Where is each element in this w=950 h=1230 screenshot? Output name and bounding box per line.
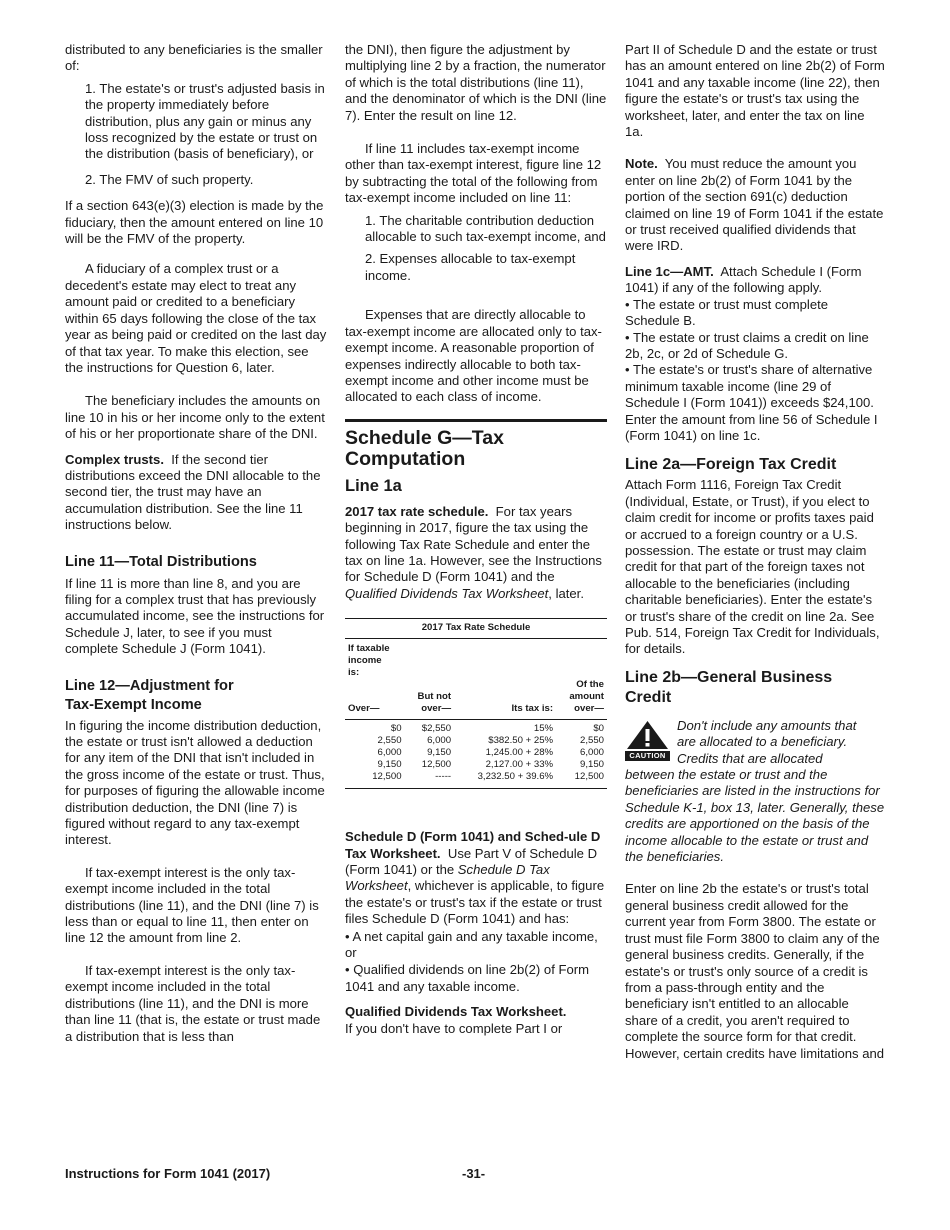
list-item: 2. The FMV of such property. [85, 171, 254, 187]
run-in-heading: Schedule D (Form 1041) and Sched-ule D Tax Worksheet. [345, 829, 601, 861]
paragraph: In figuring the income distribution deduction, the estate or trust isn't allowed a deduction for any item of the DNI that isn't included in the gross income of the estate or trust. Thus, for purposes of figuring the allowable income distribution deduction, the DNI (line 7) is figured without regard to any tax-exempt interest. [65, 717, 325, 848]
table-title: 2017 Tax Rate Schedule [345, 619, 607, 639]
table-cell: ----- [435, 771, 452, 783]
warning-triangle-icon [625, 720, 670, 750]
table-cell: 6,000 [427, 735, 452, 747]
bullet-item: • The estate or trust claims a credit on line 2b, 2c, or 2d of Schedule G. [625, 329, 869, 361]
heading-line-12-part2: Tax-Exempt Income [65, 696, 202, 713]
header-text: amount [569, 691, 604, 703]
list-item: 2. Expenses allocable to tax-exempt income. [365, 251, 576, 283]
bullet-item: • A net capital gain and any taxable income, or [345, 928, 598, 960]
rate-schedule-paragraph [345, 504, 607, 602]
paragraph: Enter the amount from line 56 of Schedule I (Form 1041) on line 1c. [625, 411, 878, 443]
table-row [345, 735, 607, 747]
table-cell: $382.50 + 25% [488, 735, 554, 747]
complex-trusts-paragraph [65, 452, 327, 534]
footer-form-title: Instructions for Form 1041 (2017) [65, 1166, 271, 1181]
heading-line-2b-part2: Credit [625, 688, 672, 706]
column-3 [625, 42, 885, 1062]
table-row [345, 771, 607, 788]
empty-header [405, 639, 455, 679]
column-2 [345, 42, 607, 1037]
header-text: If taxable [348, 643, 390, 655]
column-1 [65, 42, 327, 1045]
run-in-heading: Complex trusts. [65, 451, 164, 467]
table [345, 639, 607, 788]
table-header-row [345, 639, 607, 679]
paragraph-text: , later. [548, 585, 584, 601]
heading-schedule-g [345, 428, 607, 470]
table-cell: 9,150 [579, 759, 604, 771]
paragraph: If tax-exempt interest is the only tax-exempt income included in the total distributions (line 11), and the DNI is more than line 11 (that is, the estate or trust made a distribution that is less than [65, 962, 321, 1044]
table-cell: $0 [390, 723, 402, 735]
paragraph-text: If the second tier distributions exceed the DNI allocable to the second tier, the trust may have an accumulation distribution. See the line 11 instructions below. [65, 451, 321, 533]
section-rule [345, 419, 607, 470]
worksheet-title: Schedule D Tax Worksheet [345, 861, 550, 894]
table-cell: 3,232.50 + 39.6% [477, 771, 554, 783]
run-in-heading: Qualified Dividends Tax Worksheet. [345, 1004, 567, 1020]
table-cell: 12,500 [421, 759, 452, 771]
heading-schedule-g-part2: Computation [345, 447, 466, 470]
paragraph: If a section 643(e)(3) election is made by the fiduciary, then the amount entered on line 10 will be the FMV of the property. [65, 198, 324, 247]
caution-note [625, 718, 885, 866]
header-text: over— [421, 703, 452, 715]
run-in-heading: 2017 tax rate schedule. [345, 503, 489, 519]
table-cell: 9,150 [377, 759, 402, 771]
empty-header [556, 639, 607, 679]
table-cell: 15% [533, 723, 554, 735]
paragraph: A fiduciary of a complex trust or a decedent's estate may elect to treat any amount paid or credited to a beneficiary within 65 days following the close of the tax year as being paid or credited on the last day of that tax year. To make this election, see the instructions for Question 6, later. [65, 261, 327, 375]
table-cell: 2,127.00 + 33% [485, 759, 554, 771]
paragraph: If tax-exempt interest is the only tax-exempt income included in the total distributions (line 11), and the DNI (line 7) is less than or equal to line 11, then enter on line 12 the amount from line 2. [65, 864, 319, 946]
table-cell: 2,550 [579, 735, 604, 747]
run-in-heading: Line 1c—AMT. [625, 263, 714, 279]
table-cell: 9,150 [427, 747, 452, 759]
heading-line-2a: Line 2a—Foreign Tax Credit [625, 456, 837, 474]
paragraph: Part II of Schedule D and the estate or trust has an amount entered on line 2b(2) of Form 1041 and any taxable income (line 22), then figure the estate's or trust's tax using the worksheet, later, and enter the tax on line 1a. [625, 42, 885, 140]
caution-line: are allocated to a beneficiary. [677, 734, 848, 750]
header-text: over— [574, 703, 604, 715]
table-cell: 2,550 [377, 735, 402, 747]
empty-header [454, 639, 556, 679]
paragraph: the DNI), then figure the adjustment by multiplying line 2 by a fraction, the numerator of which is the total distributions (line 11), and the denominator of which is the DNI (line 7). Enter the result on line 12. [345, 42, 607, 123]
paragraph: Attach Form 1116, Foreign Tax Credit (Individual, Estate, or Trust), if you elect to claim credit for income or profits taxes paid or accrued to a foreign country or a U.S. possession. The estate or trust may claim credit for that part of the foreign taxes not allocable to the beneficiaries (including charitable beneficiaries). Enter the estate's or trust's share of the credit on line 2a. See Pub. 514, Foreign Tax Credit for Individuals, for details. [625, 477, 880, 657]
header-text: income [348, 655, 382, 667]
schedule-d-paragraph [345, 829, 607, 927]
paragraph-text: If you don't have to complete Part I or [345, 1020, 563, 1036]
paragraph: distributed to any beneficiaries is the smaller of: [65, 42, 323, 74]
bullet-item: • The estate or trust must complete Schedule B. [625, 296, 829, 329]
paragraph-text: , whichever is applicable, to figure the estate's or trust's tax if the estate or trust files Schedule D (Form 1041) and has: [345, 878, 605, 927]
table-row [345, 747, 607, 759]
caution-label: CAUTION [625, 751, 670, 761]
table-cell: 6,000 [377, 747, 402, 759]
table-row [345, 720, 607, 736]
header-text: But not [417, 691, 452, 703]
table-cell: 12,500 [574, 771, 604, 783]
table-header-row [345, 679, 607, 720]
run-in-heading: Note. [625, 156, 658, 172]
qualified-dividends-paragraph [345, 1004, 607, 1037]
table-header [345, 639, 405, 679]
table-header: Its tax is: [454, 679, 556, 720]
header-text: is: [348, 667, 360, 679]
table-cell: 12,500 [372, 771, 402, 783]
heading-line-1a: Line 1a [345, 476, 402, 495]
table-cell: 6,000 [579, 747, 604, 759]
paragraph: If line 11 is more than line 8, and you are filing for a complex trust that has previously accumulated income, see the instructions for Schedule J, later, to see if you must complete Schedule J (Form 1041). [65, 575, 325, 657]
paragraph-text: Use Part V of Schedule D (Form 1041) or the [345, 845, 598, 877]
paragraph-text: Attach Schedule I (Form 1041) if any of the following apply. [625, 263, 862, 296]
caution-line: Don't include any amounts that [677, 717, 857, 733]
bullet-item: • Qualified dividends on line 2b(2) of Form 1041 and any taxable income. [345, 962, 590, 994]
caution-icon [625, 720, 670, 761]
bullet-item: • The estate's or trust's share of alternative minimum taxable income (line 29 of Schedule I (Form 1041)) exceeds $24,100. [625, 362, 874, 411]
table-header [405, 679, 455, 720]
paragraph: Enter on line 2b the estate's or trust's total general business credit allowed for the current year from Form 3800. The estate or trust must file Form 3800 to claim any of the general business credits. Generally, if the estate's or trust's only source of a credit is from a pass-through entity and the beneficiary isn't entitled to an allocable share of a credit, you aren't required to complete the source form for that credit. However, certain credits have limitations and [625, 881, 885, 1061]
heading-line-12 [65, 677, 327, 715]
table-header [556, 679, 607, 720]
caution-text: between the estate or trust and the beneficiaries are listed in the instructions for Schedule K-1, box 13, later. Generally, these credits are apportioned on the basis of the income allocable to the estate or trust and the beneficiaries. [625, 767, 885, 865]
table-header: Over— [345, 679, 405, 720]
heading-line-2b-part1: Line 2b—General Business [625, 668, 833, 686]
table-row [345, 759, 607, 771]
amt-paragraph [625, 264, 885, 297]
heading-line-11: Line 11—Total Distributions [65, 553, 257, 570]
caution-line: Credits that are allocated [677, 750, 823, 766]
table-cell: 1,245.00 + 28% [485, 747, 554, 759]
paragraph: If line 11 includes tax-exempt income other than tax-exempt interest, figure line 12 by subtracting the total of the following from tax-exempt income included on line 11: [345, 141, 602, 206]
list-item: 1. The estate's or trust's adjusted basis in the property immediately before distribution, plus any gain or minus any loss recognized by the estate or trust on the distribution (basis of beneficiary), or [85, 80, 325, 162]
tax-rate-schedule-table [345, 618, 607, 789]
note-paragraph [625, 156, 885, 254]
heading-line-12-part1: Line 12—Adjustment for [65, 677, 234, 694]
table-cell: $0 [593, 723, 604, 735]
paragraph: The beneficiary includes the amounts on line 10 in his or her income only to the extent of his or her proportionate share of the DNI. [65, 393, 325, 442]
heading-schedule-g-part1: Schedule G—Tax [345, 426, 504, 449]
table-cell: $2,550 [421, 723, 452, 735]
paragraph-text: You must reduce the amount you enter on line 2b(2) of Form 1041 by the portion of the section 691(c) deduction claimed on line 19 of Form 1041 if the estate or trust received qualified dividends that were IRD. [625, 156, 884, 254]
worksheet-title: Qualified Dividends Tax Worksheet [345, 585, 549, 601]
paragraph-text: For tax years beginning in 2017, figure the tax using the following Tax Rate Schedule and enter the tax on line 1a. However, see the Instructions for Schedule D (Form 1041) and the [345, 503, 602, 585]
header-text: Of the [576, 679, 604, 691]
heading-line-2b [625, 668, 885, 708]
page-number: -31- [462, 1166, 486, 1181]
paragraph: Expenses that are directly allocable to tax-exempt income are allocated only to tax-exempt income. A reasonable proportion of expenses indirectly allocable to both tax-exempt income and other income must be allocated to each class of income. [345, 307, 602, 405]
list-item: 1. The charitable contribution deduction allocable to such tax-exempt income, and [365, 212, 606, 245]
